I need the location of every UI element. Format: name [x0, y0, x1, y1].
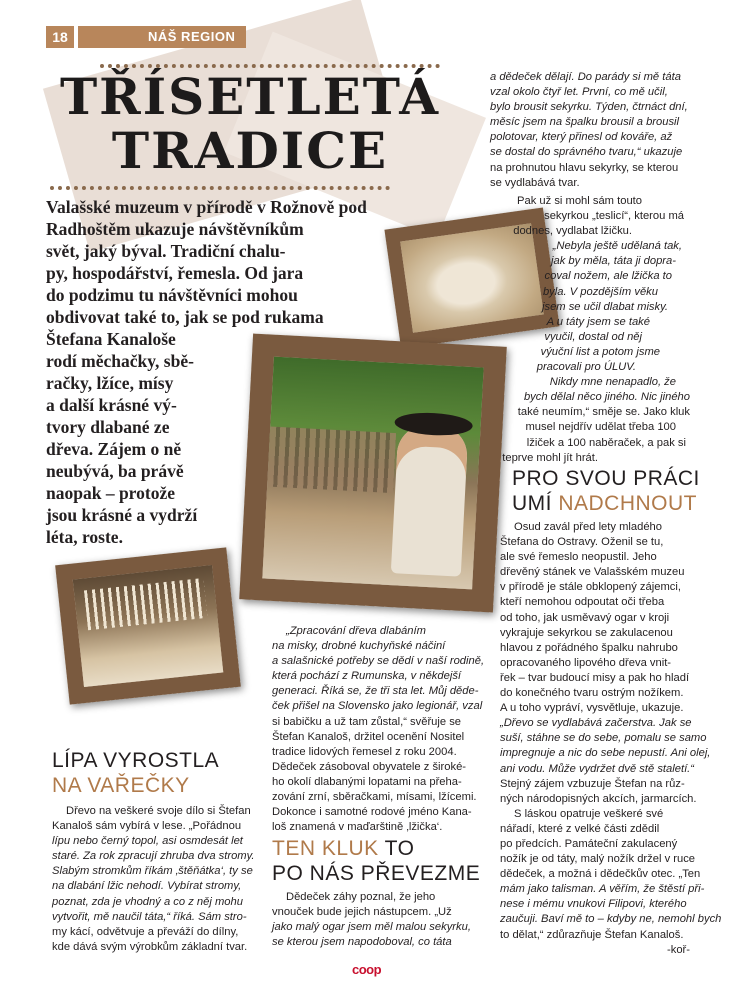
text-line: jak by měla, táta ji dopra-: [551, 255, 676, 268]
text-line: sekyrkou „teslicí“, kterou má: [544, 210, 684, 223]
text-line: Slabým stromkům říkám ‚štěňátka‘, ty se: [52, 865, 253, 878]
section-label: NÁŠ REGION: [78, 26, 246, 48]
text-line: od toho, jak usměvavý ogar v kroji: [500, 611, 670, 624]
bottom-dotted-rule: [50, 186, 390, 190]
spoons-decoration: [84, 578, 208, 630]
text-line: impregnuje a nic do sebe nepustí. Ani olej,: [500, 747, 711, 760]
text-line: a dědeček dělají. Do parády si mě táta: [490, 71, 681, 83]
lead-line: do podzimu tu návštěvníci mohou: [46, 285, 298, 305]
text-line: A u toho vypráví, vysvětluje, ukazuje.: [500, 702, 684, 715]
text-line: lžiček a 100 naběraček, a pak si: [526, 436, 686, 449]
column-middle-text: [272, 624, 496, 835]
heading-line: PO NÁS PŘEVEZME: [272, 862, 481, 885]
text-line: jsem se učil dlabat misky.: [541, 300, 668, 313]
text-line: si babičku a už tam zůstal,“ svěřuje se: [272, 715, 462, 728]
heading-dark: UMÍ: [512, 492, 559, 515]
lead-line: Radhoštěm ukazuje návštěvníkům: [46, 219, 304, 239]
heading-accent: TEN KLUK: [272, 837, 379, 860]
text-line: Dědeček záhy poznal, že jeho: [286, 891, 436, 903]
text-line: A u táty jsem se také: [546, 315, 650, 328]
lead-line: Štefana Kanaloše: [46, 329, 176, 349]
lead-line: rodí měchačky, sbě-: [46, 351, 194, 371]
text-line: ani vodu. Může vydržet dvě stě staletí.“: [500, 762, 695, 775]
heading-line: PRO SVOU PRÁCI: [512, 467, 700, 490]
lead-line: py, hospodářství, řemesla. Od jara: [46, 263, 304, 283]
text-line: vykrajuje sekyrkou se zakulacenou: [500, 626, 673, 639]
heading-line: LÍPA VYROSTLA: [52, 749, 220, 772]
fence-decoration: [267, 427, 396, 494]
text-line: generaci. Říká se, že tři sta let. Můj děde-: [272, 685, 479, 698]
text-line: Dřevo na veškeré svoje dílo si Štefan: [66, 805, 251, 817]
lead-line: svět, jaký býval. Tradiční chalu-: [46, 241, 286, 261]
text-line: Štefana do Ostravy. Oženil se tu,: [500, 536, 664, 549]
text-line: byla. V pozdějším věku: [542, 285, 658, 298]
text-line: vytvořit, mě naučil táta,“ říká. Sám stro-: [52, 910, 247, 923]
lead-line: a další krásné vý-: [46, 395, 177, 415]
text-line: musel nejdřív udělat třeba 100: [525, 421, 676, 434]
text-line: to dělat,“ zdůrazňuje Štefan Kanaloš.: [500, 928, 684, 941]
text-line: hlavou z pořádného špalku nahrubo: [500, 641, 678, 654]
text-line: vyučil, dostal od něj: [544, 330, 642, 343]
photo-frame-craftsman: [239, 334, 507, 613]
coop-logo: coop: [352, 962, 382, 977]
text-line: mám jako talisman. A věřím, že štěstí při-: [500, 883, 705, 896]
text-line: Nikdy mne nenapadlo, že: [549, 376, 676, 389]
section-heading-prace: [512, 466, 700, 516]
text-line: se dostal do správného tvaru,“ ukazuje: [490, 146, 683, 159]
text-line: kteří nemohou odpoutat oči třeba: [500, 596, 665, 609]
text-line: lípu nebo černý topol, asi osmdesát let: [52, 835, 243, 848]
text-line: „Nebyla ještě udělaná tak,: [552, 240, 682, 253]
text-line: „Zpracování dřeva dlabáním: [286, 625, 426, 637]
text-line: nářadí, které z velké části zdědil: [500, 822, 660, 835]
author-signature: -koř-: [667, 943, 690, 956]
lead-line: naopak – protože: [46, 483, 175, 503]
lead-line: tvory dlabané ze: [46, 417, 170, 437]
text-line: a salašnické potřeby se dědí v naší rodině,: [272, 655, 485, 668]
text-line: na prohnutou hlavu sekyrky, se kterou: [490, 161, 679, 174]
text-line: opracovaného lipového dřeva vnit-: [500, 656, 672, 669]
column-right-mid-text: [500, 194, 690, 466]
photo-craftsman-carving: [262, 357, 483, 590]
text-line: my kácí, odvětvuje a převáží do dílny,: [52, 925, 239, 938]
text-line: tradice lidových řemesel z roku 2004.: [272, 745, 457, 758]
text-line: suší, stáhne se do sebe, pomalu se samo: [500, 732, 707, 745]
text-line: bylo brousit sekyrku. Týden, čtrnáct dní,: [490, 101, 688, 114]
section-heading-kluk: [272, 836, 480, 886]
photo-frame-spoons: [55, 547, 241, 704]
title-line-1: TŘÍSETLETÁ: [59, 67, 441, 126]
text-line: nožík je od táty, malý nožík držel v ruce: [500, 853, 696, 866]
text-line: Stejný zájem vzbuzuje Štefan na růz-: [500, 777, 685, 790]
text-line: Dědeček zásoboval obyvatele z široké-: [272, 760, 467, 773]
text-line: jako malý ogar jsem měl malou sekyrku,: [272, 921, 471, 934]
text-line: dodnes, vydlabat lžičku.: [513, 225, 632, 238]
text-line: kde dává svým výrobkům základní tvar.: [52, 940, 248, 953]
text-line: Dokonce i samotné rodové jméno Kana-: [272, 806, 472, 819]
text-line: ček přišel na Slovensko jako legionář, vzal: [272, 700, 483, 713]
text-line: S láskou opatruje veškeré své: [514, 807, 664, 820]
text-line: vzal okolo čtyř let. První, co mě učil,: [490, 86, 668, 99]
lead-line: neubývá, ba právě: [46, 461, 184, 481]
text-line: Osud zavál před lety mladého: [514, 521, 663, 533]
column-left-text: [52, 804, 262, 955]
text-line: dědeček, a možná i dědečkův otec. „Ten: [500, 868, 701, 881]
heading-accent: NADCHNOUT: [558, 492, 697, 515]
text-line: do konečného tvaru ostrým nožíkem.: [500, 687, 684, 700]
text-line: loš znamená v maďarštině ‚lžička‘.: [272, 821, 443, 834]
column-middle-bottom-text: [272, 890, 496, 950]
lead-line: račky, lžíce, mísy: [46, 373, 174, 393]
craftsman-figure: [391, 423, 469, 576]
text-line: dřevěný stánek ve Valašském muzeu: [500, 566, 685, 579]
lead-line: léta, roste.: [46, 527, 123, 547]
text-line: pracovali pro ÚLUV.: [536, 361, 636, 374]
text-line: měsíc jsem na špalku brousil a brousil: [490, 116, 680, 129]
lead-line: Valašské muzeum v přírodě v Rožnově pod: [46, 197, 367, 217]
text-line: výuční list a potom jsme: [540, 345, 660, 358]
text-line: také neumím,“ směje se. Jako kluk: [517, 406, 690, 419]
text-line: teprve mohl jít hrát.: [502, 451, 598, 464]
heading-line-accent: NA VAŘEČKY: [52, 774, 190, 797]
text-line: zaučuji. Baví mě to – kdyby ne, nemohl bych: [500, 913, 722, 926]
heading-rest: TO: [378, 837, 415, 860]
text-line: polotovar, který přinesl od kováře, až: [490, 131, 673, 144]
text-line: bych dělal něco jiného. Nic jiného: [523, 391, 690, 404]
text-line: na misky, drobné kuchyňské náčiní: [272, 640, 446, 653]
text-line: ho okolí dlabanými lopatami na přeha-: [272, 775, 462, 788]
text-line: zování zrní, sběračkami, mísami, lžícemi.: [272, 791, 477, 804]
text-line: nese i mému vnukovi Filipovi, kterého: [500, 898, 687, 911]
photo-hanging-spoons: [73, 565, 224, 687]
text-line: Pak už si mohl sám touto: [517, 195, 642, 207]
lead-line: obdivovat také to, jak se pod rukama: [46, 307, 324, 327]
text-line: coval nožem, ale lžička to: [544, 270, 672, 283]
text-line: „Dřevo se vydlabává začerstva. Jak se: [500, 717, 692, 730]
section-heading-lipa: [52, 748, 219, 798]
text-line: Štefan Kanaloš, držitel ocenění Nositel: [272, 730, 465, 743]
text-line: ných národopisných akcích, jarmarcích.: [500, 792, 697, 805]
column-right-top-text: [490, 70, 700, 191]
text-line: vnouček bude jejich nástupcem. „Už: [272, 906, 452, 919]
text-line: na dlabání lžic nehodí. Vybírat stromy,: [52, 880, 242, 893]
lead-line: dřeva. Zájem o ně: [46, 439, 182, 459]
text-line: v přírodě je stále obklopený zájemci,: [500, 581, 681, 594]
text-line: řek – tvar budoucí misy a pak ho hladí: [500, 671, 690, 684]
text-line: ale své řemeslo neopustil. Jeho: [500, 551, 657, 564]
text-line: se vydlabává tvar.: [490, 176, 580, 189]
text-line: se kterou jsem napodoboval, co táta: [272, 936, 452, 949]
page-number: 18: [46, 26, 74, 48]
page-title: [40, 67, 460, 180]
text-line: po předcích. Památeční zakulacený: [500, 837, 678, 850]
lead-line: jsou krásné a vydrží: [46, 505, 198, 525]
column-right-bottom-text: [500, 520, 722, 958]
text-line: která pochází z Rumunska, v někdejší: [272, 670, 462, 683]
text-line: staré. Za rok zpracují zhruba dva stromy.: [52, 850, 255, 863]
text-line: Kanaloš sám vybírá v lese. „Pořádnou: [52, 820, 242, 833]
text-line: poznat, zda je vhodný a co z něj mohu: [52, 895, 243, 908]
title-line-2: TRADICE: [111, 121, 389, 180]
